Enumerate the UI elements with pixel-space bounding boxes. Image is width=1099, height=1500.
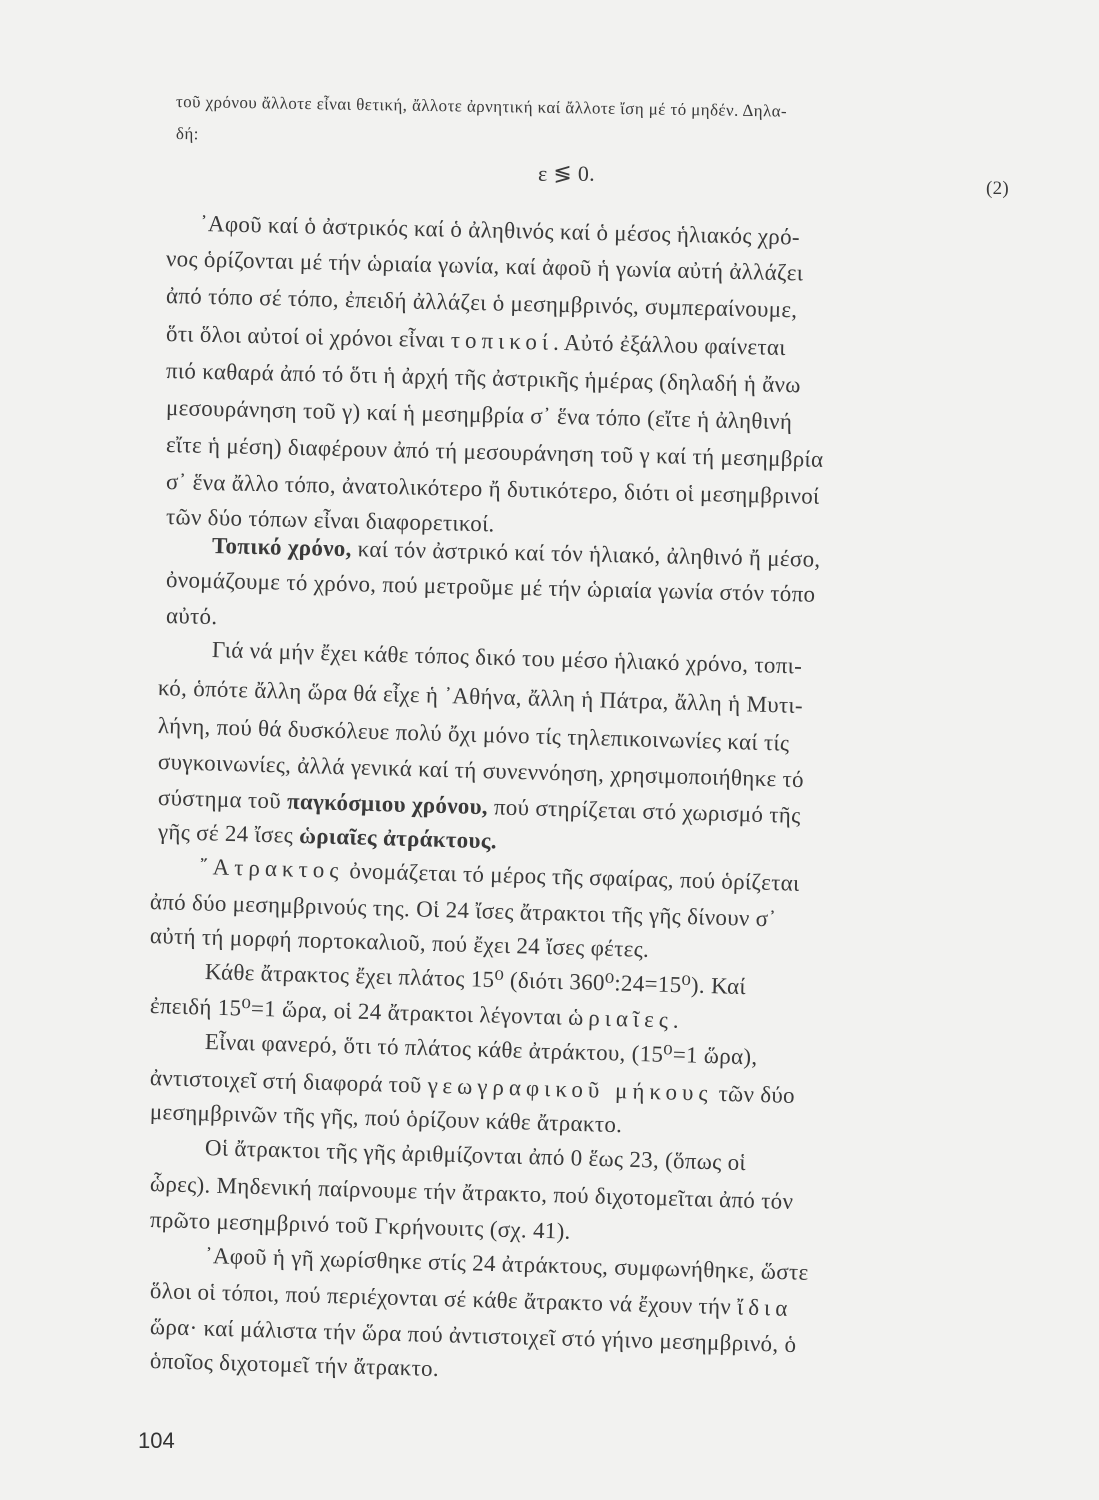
text-line xyxy=(166,394,793,436)
equation xyxy=(538,160,595,188)
text-line xyxy=(150,1347,440,1383)
bold-term: Τοπικό χρόνο, xyxy=(211,533,352,562)
text-segment: . Αὐτό ἐξάλλου φαίνεται xyxy=(552,329,787,361)
text-line xyxy=(166,320,786,362)
text-segment: ᾿Αφοῦ καί ὁ ἀστρικός καί ὁ ἀληθινός καί ὁ μέσος ἡλιακός χρό- xyxy=(199,211,801,250)
text-segment: ὧρες). Μηδενική παίρνουμε τήν ἄτρακτο, πού διχοτομεῖται ἀπό τόν xyxy=(149,1171,794,1214)
spaced-emphasis: ὡριαῖες xyxy=(567,1004,674,1033)
text-segment: τοῦ χρόνου ἄλλοτε εἶναι θετική, ἄλλοτε ἀρνητική καί ἄλλοτε ἴση μέ τό μηδέν. Δηλα- xyxy=(175,92,788,121)
text-segment: σ᾿ ἕνα ἄλλο τόπο, ἀνατολικότερο ἤ δυτικότερο, διότι οἱ μεσημβρινοί xyxy=(165,469,820,509)
text-segment: Εἶναι φανερό, ὅτι τό πλάτος κάθε ἀτράκτου, (15⁰=1 ὥρα), xyxy=(204,1029,758,1070)
text-segment: ἀπό δύο μεσημβρινούς της. Οἱ 24 ἴσες ἄτρακτοι τῆς γῆς δίνουν σ᾿ xyxy=(149,889,777,932)
text-segment: αὐτό. xyxy=(165,603,218,630)
text-segment: γῆς σέ 24 ἴσες xyxy=(157,819,300,848)
equation-number xyxy=(986,175,1009,203)
text-line xyxy=(176,88,787,126)
text-line xyxy=(205,1134,747,1177)
text-segment: συγκοινωνίες, ἀλλά γενικά καί τή συνεννόηση, χρησιμοποιήθηκε τό xyxy=(157,749,805,793)
text-segment: σύστημα τοῦ xyxy=(157,785,288,814)
text-line xyxy=(166,357,801,399)
text-segment: Κάθε ἄτρακτος ἔχει πλάτος 15⁰ (διότι 360⁰:24=15⁰). Καί xyxy=(204,959,747,1000)
text-segment: Οἱ ἄτρακτοι τῆς γῆς ἀριθμίζονται ἀπό 0 ἕως 23, (ὅπως οἱ xyxy=(204,1135,747,1176)
text-segment: ὀνομάζεται τό μέρος τῆς σφαίρας, πού ὁρίζεται xyxy=(343,858,800,896)
spaced-emphasis: ῎Ατρακτος xyxy=(199,854,344,884)
text-segment: ε ≶ 0. xyxy=(538,161,595,186)
text-segment: νος ὁρίζονται μέ τήν ὡριαία γωνία, καί ἀφοῦ ἡ γωνία αὐτή ἀλλάζει xyxy=(165,246,804,286)
text-segment: αὐτή τή μορφή πορτοκαλιοῦ, πού ἔχει 24 ἴσες φέτες. xyxy=(149,923,650,962)
text-segment: ᾿Αφοῦ ἡ γῆ χωρίσθηκε στίς 24 ἀτράκτους, συμφωνήθηκε, ὥστε xyxy=(204,1243,809,1285)
bold-term: παγκόσμιου χρόνου, xyxy=(286,788,489,820)
spaced-emphasis: τοπικοί xyxy=(450,327,554,355)
text-line xyxy=(158,818,498,855)
text-line xyxy=(150,1098,623,1139)
text-segment: . xyxy=(672,1007,680,1033)
text-segment: πού στηρίζεται στό χωρισμό τῆς xyxy=(487,794,801,828)
bold-term: ὡριαῖες ἀτράκτους. xyxy=(298,822,498,854)
text-segment: κό, ὁπότε ἄλλη ὥρα θά εἶχε ἡ ᾿Αθήνα, ἄλλη ἡ Πάτρα, ἄλλη ἡ Μυτι- xyxy=(157,675,804,719)
text-line xyxy=(200,210,801,252)
text-line xyxy=(166,431,824,474)
spaced-emphasis: γεωγραφικοῦ μήκους xyxy=(427,1072,713,1106)
text-segment: καί τόν ἀστρικό καί τόν ἡλιακό, ἀληθινό ἤ μέσο, xyxy=(351,536,821,572)
text-segment: πρῶτο μεσημβρινό τοῦ Γκρήνουιτς (σχ. 41). xyxy=(149,1207,572,1244)
text-segment: ὅλοι οἱ τόποι, πού περιέχονται σέ κάθε ἄτρακτο νά ἔχουν τήν xyxy=(149,1278,738,1320)
text-segment: ὁποῖος διχοτομεῖ τήν ἄτρακτο. xyxy=(149,1348,440,1382)
text-segment: (2) xyxy=(986,178,1010,199)
text-segment: εἴτε ἡ μέση) διαφέρουν ἀπό τή μεσουράνηση τοῦ γ καί τή μεσημβρία xyxy=(165,432,824,472)
page-number: 104 xyxy=(138,1428,175,1453)
text-segment: ὀνομάζουμε τό χρόνο, πού μετροῦμε μέ τήν ὡριαία γωνία στόν τόπο xyxy=(165,567,816,607)
spaced-emphasis: ἴδια xyxy=(736,1294,793,1321)
text-line xyxy=(212,532,821,574)
text-segment: μεσουράνηση τοῦ γ) καί ἡ μεσημβρία σ᾿ ἕνα τόπο (εἴτε ἡ ἀληθινή xyxy=(165,395,793,435)
text-segment: τῶν δύο xyxy=(712,1080,796,1109)
text-segment: ἐπειδή 15⁰=1 ὥρα, οἱ 24 ἄτρακτοι λέγονται xyxy=(149,993,569,1030)
text-segment: ἀπό τόπο σέ τόπο, ἐπειδή ἀλλάζει ὁ μεσημβρινός, συμπεραίνουμε, xyxy=(165,283,798,323)
text-segment: δή: xyxy=(175,124,199,144)
text-segment: μεσημβρινῶν τῆς γῆς, πού ὁρίζουν κάθε ἄτρακτο. xyxy=(149,1099,623,1138)
text-segment: ἀντιστοιχεῖ στή διαφορά τοῦ xyxy=(149,1065,429,1098)
text-line xyxy=(166,245,804,287)
text-line xyxy=(166,566,816,609)
text-segment: ὥρα· καί μάλιστα τήν ὥρα πού ἀντιστοιχεῖ στό γήινο μεσημβρινό, ὁ xyxy=(149,1314,797,1358)
text-segment: Γιά νά μήν ἔχει κάθε τόπος δικό του μέσο ἡλιακό χρόνο, τοπι- xyxy=(211,637,803,679)
text-line xyxy=(205,958,747,1001)
text-segment: ὅτι ὅλοι αὐτοί οἱ χρόνοι εἶναι xyxy=(165,321,452,353)
text-line xyxy=(166,602,218,631)
text-line xyxy=(166,282,798,324)
text-line xyxy=(150,1206,571,1246)
text-segment: λήνη, πού θά δυσκόλευε πολύ ὄχι μόνο τίς τηλεπικοινωνίες καί τίς xyxy=(157,713,790,756)
text-line xyxy=(158,674,804,720)
text-segment: τῶν δύο τόπων εἶναι διαφορετικοί. xyxy=(165,504,495,537)
text-segment: πιό καθαρά ἀπό τό ὅτι ἡ ἀρχή τῆς ἀστρικῆς ἡμέρας (δηλαδή ἡ ἄνω xyxy=(165,358,802,398)
text-line xyxy=(212,636,803,680)
text-line xyxy=(176,120,199,148)
